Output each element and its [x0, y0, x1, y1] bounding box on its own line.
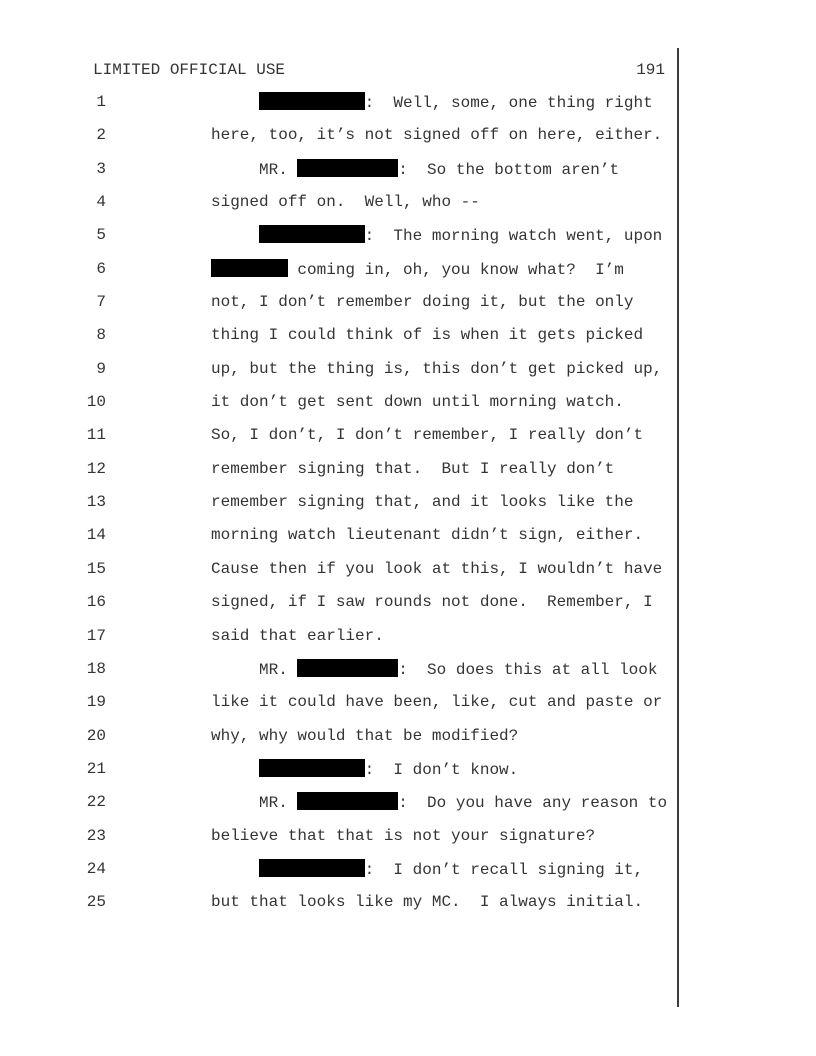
- transcript-line: [0, 626, 816, 659]
- transcript-line: [0, 325, 816, 358]
- line-text: morning watch lieutenant didn’t sign, either.: [211, 526, 644, 545]
- transcript-line: [0, 225, 816, 258]
- redaction-bar: [211, 259, 288, 277]
- transcript-line: [0, 826, 816, 859]
- line-number: 5: [96, 226, 106, 245]
- transcript-line: [0, 559, 816, 592]
- line-number: 10: [86, 393, 106, 412]
- line-number: 11: [86, 426, 106, 445]
- transcript-line: [0, 492, 816, 525]
- redaction-bar: [297, 159, 398, 177]
- line-text: here, too, it’s not signed off on here, either.: [211, 126, 663, 145]
- line-number: 13: [86, 493, 106, 512]
- line-number: 17: [86, 626, 106, 645]
- transcript-line: [0, 892, 816, 925]
- line-number: 16: [86, 593, 106, 612]
- line-number: 15: [86, 559, 106, 578]
- redaction-bar: [297, 792, 398, 810]
- line-text: said that earlier.: [211, 626, 384, 645]
- transcript-line: [0, 192, 816, 225]
- line-text: believe that that is not your signature?: [211, 826, 596, 845]
- redaction-bar: [259, 92, 365, 110]
- line-text: like it could have been, like, cut and paste or: [211, 693, 663, 712]
- redaction-bar: [259, 225, 365, 243]
- transcript-body: [0, 92, 816, 926]
- line-number: 23: [86, 826, 106, 845]
- line-text: So, I don’t, I don’t remember, I really don’t: [211, 426, 644, 445]
- transcript-line: [0, 759, 816, 792]
- line-number: 9: [96, 359, 106, 378]
- line-text: not, I don’t remember doing it, but the only: [211, 293, 634, 312]
- line-text: remember signing that, and it looks like the: [211, 493, 634, 512]
- transcript-line: [0, 792, 816, 825]
- page-header: [93, 61, 665, 79]
- line-text: : I don’t know.: [211, 759, 518, 780]
- line-number: 7: [96, 293, 106, 312]
- line-number: 18: [86, 659, 106, 678]
- line-number: 20: [86, 726, 106, 745]
- line-text: MR. : So the bottom aren’t: [211, 160, 620, 179]
- line-text: thing I could think of is when it gets picked: [211, 326, 644, 345]
- line-text: remember signing that. But I really don’t: [211, 459, 615, 478]
- line-number: 3: [96, 159, 106, 178]
- transcript-line: [0, 859, 816, 892]
- line-number: 6: [96, 259, 106, 278]
- line-number: 22: [86, 793, 106, 812]
- transcript-line: [0, 592, 816, 625]
- line-text: MR. : Do you have any reason to: [211, 794, 668, 813]
- line-number: 2: [96, 126, 106, 145]
- line-text: MR. : So does this at all look: [211, 660, 658, 679]
- line-text: coming in, oh, you know what? I’m: [211, 259, 624, 280]
- line-number: 12: [86, 459, 106, 478]
- line-text: : I don’t recall signing it,: [211, 859, 643, 880]
- line-number: 24: [86, 859, 106, 878]
- transcript-line: [0, 92, 816, 125]
- transcript-line: [0, 692, 816, 725]
- transcript-line: [0, 359, 816, 392]
- line-number: 1: [96, 93, 106, 111]
- transcript-line: [0, 125, 816, 158]
- right-margin-rule: [677, 48, 679, 1007]
- transcript-line: [0, 659, 816, 692]
- line-text: up, but the thing is, this don’t get picked up,: [211, 359, 663, 378]
- transcript-line: [0, 425, 816, 458]
- transcript-line: [0, 159, 816, 192]
- line-number: 21: [86, 759, 106, 778]
- redaction-bar: [297, 659, 398, 677]
- line-text: but that looks like my MC. I always initial.: [211, 893, 644, 912]
- redaction-bar: [259, 759, 365, 777]
- line-text: why, why would that be modified?: [211, 726, 519, 745]
- line-text: it don’t get sent down until morning watch.: [211, 393, 624, 412]
- line-number: 8: [96, 326, 106, 345]
- transcript-line: [0, 259, 816, 292]
- transcript-line: [0, 459, 816, 492]
- line-text: : Well, some, one thing right: [211, 92, 653, 113]
- redaction-bar: [259, 859, 365, 877]
- line-text: Cause then if you look at this, I wouldn’t have: [211, 559, 663, 578]
- line-number: 14: [86, 526, 106, 545]
- transcript-line: [0, 726, 816, 759]
- line-text: signed off on. Well, who --: [211, 193, 480, 212]
- transcript-line: [0, 525, 816, 558]
- line-number: 4: [96, 193, 106, 212]
- page-number: 191: [636, 61, 665, 79]
- transcript-line: [0, 292, 816, 325]
- line-number: 19: [86, 693, 106, 712]
- classification-banner: LIMITED OFFICIAL USE: [93, 61, 286, 79]
- line-text: : The morning watch went, upon: [211, 225, 662, 246]
- transcript-line: [0, 392, 816, 425]
- line-text: signed, if I saw rounds not done. Remember, I: [211, 593, 653, 612]
- line-number: 25: [86, 893, 106, 912]
